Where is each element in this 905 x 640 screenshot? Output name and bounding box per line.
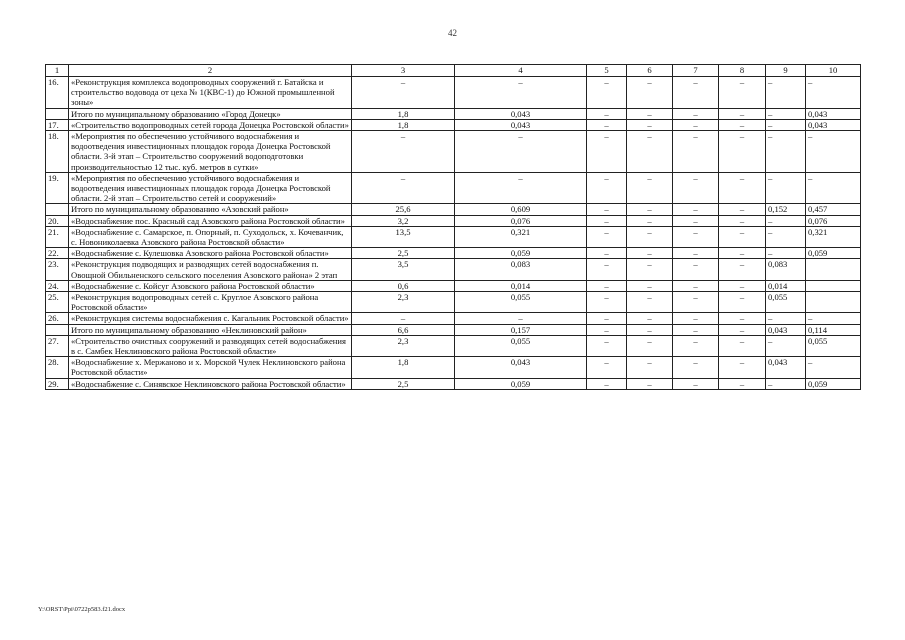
table-row — [46, 313, 861, 324]
value-cell: – — [627, 335, 673, 356]
value-cell: – — [719, 335, 766, 356]
value-cell: 0,609 — [455, 204, 587, 215]
value-cell: – — [627, 172, 673, 204]
value-cell: – — [673, 215, 719, 226]
value-cell: 1,8 — [352, 357, 455, 378]
header-row — [46, 65, 861, 77]
row-number: 23. — [46, 259, 69, 280]
value-cell — [806, 292, 861, 313]
footer-file-path: Y:\ORST\Ppi\0722p583.f21.docx — [38, 606, 126, 613]
value-cell: – — [673, 324, 719, 335]
value-cell: – — [673, 172, 719, 204]
value-cell: – — [719, 119, 766, 130]
project-name: Итого по муниципальному образованию «Город Донецк» — [69, 108, 352, 119]
project-name: «Водоснабжение с. Койсуг Азовского района Ростовской области» — [69, 280, 352, 291]
header-cell: 5 — [587, 65, 627, 77]
header-cell: 9 — [766, 65, 806, 77]
value-cell: – — [766, 248, 806, 259]
value-cell: – — [587, 172, 627, 204]
value-cell: – — [673, 131, 719, 173]
row-number: 22. — [46, 248, 69, 259]
value-cell: – — [719, 248, 766, 259]
table-row — [46, 215, 861, 226]
value-cell: – — [806, 131, 861, 173]
value-cell: – — [587, 77, 627, 109]
value-cell: – — [719, 131, 766, 173]
value-cell: 0,321 — [806, 226, 861, 247]
value-cell: 2,3 — [352, 292, 455, 313]
table-row — [46, 204, 861, 215]
value-cell: – — [587, 119, 627, 130]
value-cell: – — [766, 313, 806, 324]
value-cell: – — [806, 77, 861, 109]
value-cell: 2,5 — [352, 378, 455, 389]
table-row — [46, 259, 861, 280]
value-cell: – — [627, 292, 673, 313]
row-number: 21. — [46, 226, 69, 247]
project-name: «Реконструкция комплекса водопроводных сооружений г. Батайска и строительство водовода от цеха № 1(КВС-1) до Южной промышленной зоны» — [69, 77, 352, 109]
value-cell: – — [673, 77, 719, 109]
value-cell: – — [719, 77, 766, 109]
value-cell: 3,5 — [352, 259, 455, 280]
value-cell: – — [587, 324, 627, 335]
row-number: 28. — [46, 357, 69, 378]
value-cell: – — [352, 131, 455, 173]
value-cell: 6,6 — [352, 324, 455, 335]
row-number: 29. — [46, 378, 69, 389]
value-cell: – — [719, 108, 766, 119]
value-cell: – — [806, 357, 861, 378]
value-cell: 0,043 — [766, 357, 806, 378]
value-cell — [806, 280, 861, 291]
value-cell: 0,321 — [455, 226, 587, 247]
project-name: «Водоснабжение с. Самарское, п. Опорный, п. Суходольск, х. Кочеванчик, с. Новониколаевка Азовского района Ростовской области» — [69, 226, 352, 247]
value-cell: – — [719, 204, 766, 215]
page-number: 42 — [448, 28, 457, 38]
value-cell: – — [673, 259, 719, 280]
project-name: «Водоснабжение х. Мержаново и х. Морской Чулек Неклиновского района Ростовской области» — [69, 357, 352, 378]
value-cell: 0,457 — [806, 204, 861, 215]
project-name: «Строительство очистных сооружений и разводящих сетей водоснабжения в с. Самбек Неклиновского района Ростовской области» — [69, 335, 352, 356]
header-cell: 8 — [719, 65, 766, 77]
value-cell: – — [673, 108, 719, 119]
value-cell: 0,055 — [766, 292, 806, 313]
value-cell: 0,083 — [766, 259, 806, 280]
value-cell: – — [587, 215, 627, 226]
value-cell: – — [455, 172, 587, 204]
value-cell: 2,3 — [352, 335, 455, 356]
value-cell: – — [719, 324, 766, 335]
row-number: 26. — [46, 313, 69, 324]
table-row — [46, 119, 861, 130]
header-cell: 2 — [69, 65, 352, 77]
project-name: Итого по муниципальному образованию «Азовский район» — [69, 204, 352, 215]
row-number — [46, 108, 69, 119]
table-row — [46, 248, 861, 259]
value-cell: – — [673, 119, 719, 130]
value-cell: – — [673, 204, 719, 215]
value-cell: 0,152 — [766, 204, 806, 215]
table-row — [46, 108, 861, 119]
value-cell: – — [766, 131, 806, 173]
value-cell: – — [719, 172, 766, 204]
value-cell: – — [766, 108, 806, 119]
value-cell: – — [455, 77, 587, 109]
value-cell: – — [627, 119, 673, 130]
value-cell: 0,157 — [455, 324, 587, 335]
project-name: «Строительство водопроводных сетей города Донецка Ростовской области» — [69, 119, 352, 130]
value-cell: – — [587, 292, 627, 313]
value-cell: – — [455, 131, 587, 173]
value-cell: – — [587, 335, 627, 356]
row-number: 20. — [46, 215, 69, 226]
value-cell: 0,059 — [455, 248, 587, 259]
table-row — [46, 131, 861, 173]
project-name: «Водоснабжение с. Кулешовка Азовского района Ростовской области» — [69, 248, 352, 259]
table-row — [46, 226, 861, 247]
value-cell: – — [673, 378, 719, 389]
header-cell: 6 — [627, 65, 673, 77]
value-cell: – — [352, 77, 455, 109]
value-cell: 1,8 — [352, 108, 455, 119]
project-name: «Реконструкция подводящих и разводящих сетей водоснабжения п. Овощной Обильненского сельского поселения Азовского района» 2 этап — [69, 259, 352, 280]
project-name: «Реконструкция системы водоснабжения с. Кагальник Ростовской области» — [69, 313, 352, 324]
value-cell: – — [673, 292, 719, 313]
row-number: 17. — [46, 119, 69, 130]
row-number: 27. — [46, 335, 69, 356]
value-cell: – — [627, 77, 673, 109]
value-cell: 0,043 — [455, 108, 587, 119]
header-cell: 4 — [455, 65, 587, 77]
table-row — [46, 357, 861, 378]
project-name: «Водоснабжение с. Синявское Неклиновского района Ростовской области» — [69, 378, 352, 389]
value-cell: 13,5 — [352, 226, 455, 247]
value-cell: – — [766, 77, 806, 109]
value-cell: – — [587, 204, 627, 215]
value-cell: 25,6 — [352, 204, 455, 215]
value-cell: 1,8 — [352, 119, 455, 130]
header-cell: 3 — [352, 65, 455, 77]
value-cell: – — [766, 215, 806, 226]
value-cell: 0,043 — [455, 357, 587, 378]
project-name: «Мероприятия по обеспечению устойчивого водоснабжения и водоотведения инвестиционных площадок города Донецка Ростовской области. 3-й этап – Строительство сооружений водоподготовки производительностью 12 тыс. куб. метров в сутки» — [69, 131, 352, 173]
value-cell: – — [627, 204, 673, 215]
value-cell: 0,043 — [766, 324, 806, 335]
value-cell: 3,2 — [352, 215, 455, 226]
value-cell: – — [673, 335, 719, 356]
header-cell: 1 — [46, 65, 69, 77]
value-cell: – — [627, 357, 673, 378]
value-cell: – — [627, 248, 673, 259]
table-row — [46, 280, 861, 291]
value-cell: – — [455, 313, 587, 324]
value-cell: – — [352, 313, 455, 324]
value-cell: – — [627, 378, 673, 389]
value-cell: – — [587, 313, 627, 324]
table-row — [46, 172, 861, 204]
value-cell: – — [587, 378, 627, 389]
header-cell: 10 — [806, 65, 861, 77]
row-number — [46, 324, 69, 335]
project-name: «Водоснабжение пос. Красный сад Азовского района Ростовской области» — [69, 215, 352, 226]
value-cell: 0,059 — [806, 378, 861, 389]
value-cell: 0,043 — [806, 108, 861, 119]
header-cell: 7 — [673, 65, 719, 77]
value-cell: 0,014 — [455, 280, 587, 291]
value-cell: – — [627, 108, 673, 119]
value-cell: – — [587, 280, 627, 291]
value-cell: – — [766, 226, 806, 247]
value-cell: – — [719, 378, 766, 389]
value-cell: – — [766, 335, 806, 356]
value-cell: – — [587, 259, 627, 280]
value-cell: – — [627, 131, 673, 173]
table-row — [46, 335, 861, 356]
project-name: «Реконструкция водопроводных сетей с. Круглое Азовского района Ростовской области» — [69, 292, 352, 313]
value-cell: – — [719, 280, 766, 291]
value-cell: 0,055 — [455, 335, 587, 356]
value-cell: 0,055 — [455, 292, 587, 313]
value-cell: – — [673, 226, 719, 247]
value-cell: – — [806, 172, 861, 204]
value-cell: 2,5 — [352, 248, 455, 259]
value-cell: 0,083 — [455, 259, 587, 280]
value-cell — [806, 259, 861, 280]
value-cell: – — [673, 357, 719, 378]
value-cell: – — [719, 259, 766, 280]
value-cell: – — [719, 313, 766, 324]
value-cell: – — [719, 226, 766, 247]
value-cell: – — [587, 131, 627, 173]
table-row — [46, 292, 861, 313]
investment-table — [45, 64, 861, 390]
value-cell: 0,6 — [352, 280, 455, 291]
value-cell: – — [766, 172, 806, 204]
value-cell: – — [627, 226, 673, 247]
value-cell: – — [673, 280, 719, 291]
value-cell: – — [719, 215, 766, 226]
value-cell: – — [627, 313, 673, 324]
value-cell: – — [352, 172, 455, 204]
value-cell: 0,055 — [806, 335, 861, 356]
table-body — [46, 77, 861, 390]
row-number: 24. — [46, 280, 69, 291]
value-cell: – — [719, 292, 766, 313]
row-number — [46, 204, 69, 215]
row-number: 18. — [46, 131, 69, 173]
project-name: Итого по муниципальному образованию «Неклиновский район» — [69, 324, 352, 335]
value-cell: 0,114 — [806, 324, 861, 335]
value-cell: – — [719, 357, 766, 378]
value-cell: – — [673, 313, 719, 324]
value-cell: – — [627, 280, 673, 291]
table-row — [46, 378, 861, 389]
value-cell: – — [587, 248, 627, 259]
value-cell: 0,076 — [806, 215, 861, 226]
value-cell: – — [766, 378, 806, 389]
value-cell: – — [587, 108, 627, 119]
table-row — [46, 77, 861, 109]
value-cell: 0,043 — [806, 119, 861, 130]
value-cell: – — [766, 119, 806, 130]
table-row — [46, 324, 861, 335]
row-number: 19. — [46, 172, 69, 204]
value-cell: – — [673, 248, 719, 259]
row-number: 25. — [46, 292, 69, 313]
row-number: 16. — [46, 77, 69, 109]
project-name: «Мероприятия по обеспечению устойчивого водоснабжения и водоотведения инвестиционных площадок города Донецка Ростовской области. 2-й этап – Строительство сетей и сооружений» — [69, 172, 352, 204]
value-cell: – — [806, 313, 861, 324]
value-cell: – — [587, 357, 627, 378]
value-cell: – — [587, 226, 627, 247]
value-cell: 0,059 — [455, 378, 587, 389]
value-cell: – — [627, 215, 673, 226]
value-cell: 0,076 — [455, 215, 587, 226]
value-cell: – — [627, 324, 673, 335]
value-cell: 0,014 — [766, 280, 806, 291]
value-cell: 0,059 — [806, 248, 861, 259]
value-cell: 0,043 — [455, 119, 587, 130]
value-cell: – — [627, 259, 673, 280]
